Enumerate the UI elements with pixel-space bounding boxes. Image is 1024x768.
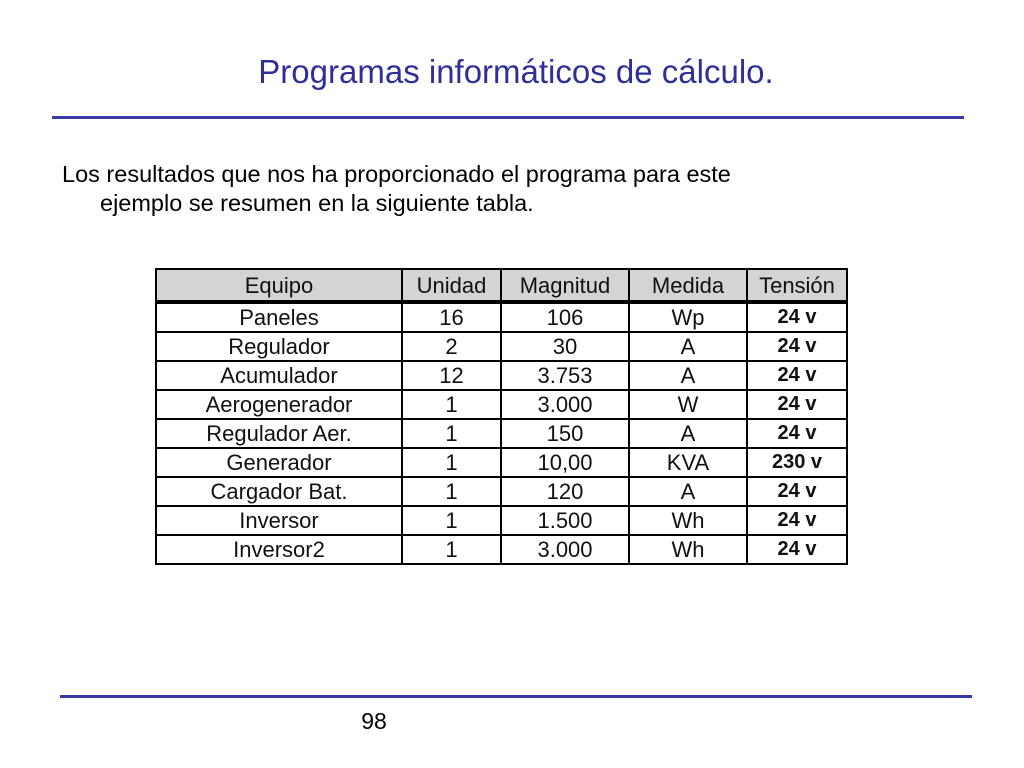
cell-magnitud: 106 [501,302,629,332]
cell-tension: 24 v [747,506,847,535]
table-row [156,477,847,506]
cell-unidad: 2 [402,332,501,361]
cell-tension: 24 v [747,419,847,448]
cell-magnitud: 1.500 [501,506,629,535]
cell-unidad: 1 [402,419,501,448]
cell-equipo: Aerogenerador [156,390,402,419]
table-row [156,390,847,419]
cell-magnitud: 3.000 [501,535,629,564]
cell-equipo: Acumulador [156,361,402,390]
cell-medida: A [629,332,747,361]
cell-unidad: 1 [402,477,501,506]
cell-equipo: Generador [156,448,402,477]
header-medida: Medida [629,269,747,302]
cell-equipo: Inversor2 [156,535,402,564]
cell-medida: Wh [629,506,747,535]
cell-unidad: 1 [402,506,501,535]
header-unidad: Unidad [402,269,501,302]
cell-equipo: Inversor [156,506,402,535]
cell-unidad: 1 [402,535,501,564]
table-body [156,302,847,564]
cell-medida: W [629,390,747,419]
cell-tension: 230 v [747,448,847,477]
cell-equipo: Cargador Bat. [156,477,402,506]
cell-unidad: 1 [402,448,501,477]
cell-tension: 24 v [747,477,847,506]
table-row [156,506,847,535]
page-number: 98 [361,708,387,734]
cell-medida: A [629,361,747,390]
header-equipo: Equipo [156,269,402,302]
cell-tension: 24 v [747,390,847,419]
cell-medida: KVA [629,448,747,477]
cell-equipo: Regulador [156,332,402,361]
cell-tension: 24 v [747,361,847,390]
cell-tension: 24 v [747,535,847,564]
body-line-2: ejemplo se resumen en la siguiente tabla. [100,190,534,216]
cell-magnitud: 150 [501,419,629,448]
cell-medida: Wh [629,535,747,564]
cell-medida: Wp [629,302,747,332]
cell-equipo: Regulador Aer. [156,419,402,448]
cell-unidad: 16 [402,302,501,332]
cell-medida: A [629,419,747,448]
header-magnitud: Magnitud [501,269,629,302]
table-row [156,361,847,390]
slide-title: Programas informáticos de cálculo. [258,53,774,90]
table-row [156,448,847,477]
cell-magnitud: 3.753 [501,361,629,390]
cell-magnitud: 120 [501,477,629,506]
table-header-row [156,269,847,302]
body-paragraph [62,160,922,218]
cell-medida: A [629,477,747,506]
cell-tension: 24 v [747,332,847,361]
cell-magnitud: 10,00 [501,448,629,477]
footer-divider [60,695,972,698]
cell-magnitud: 3.000 [501,390,629,419]
cell-equipo: Paneles [156,302,402,332]
cell-unidad: 12 [402,361,501,390]
table-row [156,302,847,332]
cell-unidad: 1 [402,390,501,419]
title-divider [52,116,964,119]
cell-magnitud: 30 [501,332,629,361]
table-row [156,332,847,361]
cell-tension: 24 v [747,302,847,332]
body-line-1: Los resultados que nos ha proporcionado el programa para este [62,161,731,187]
results-table [155,268,848,565]
table-row [156,419,847,448]
table-row [156,535,847,564]
header-tension: Tensión [747,269,847,302]
